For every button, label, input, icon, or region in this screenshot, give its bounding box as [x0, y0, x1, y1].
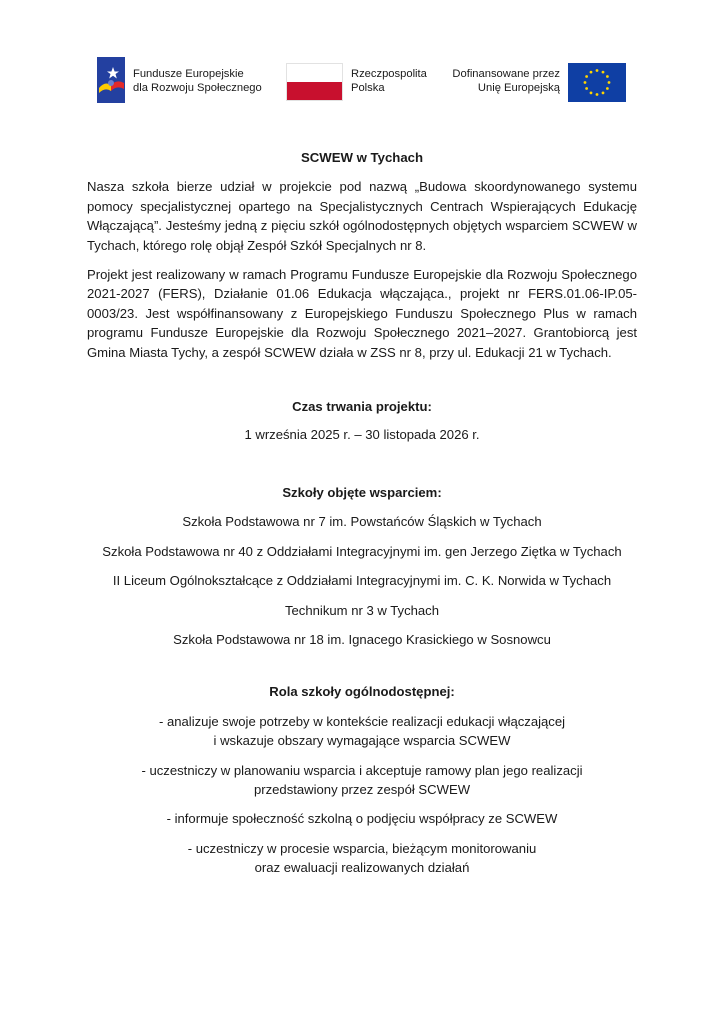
polish-flag-icon: [286, 63, 343, 101]
eu-logo-line2: Unię Europejską: [477, 82, 560, 94]
pl-logo-line1: Rzeczpospolita: [351, 68, 427, 80]
eu-star-icon: [606, 75, 609, 78]
eu-star-icon: [596, 93, 599, 96]
eu-star-icon: [602, 71, 605, 74]
fe-logo-icon: [97, 57, 125, 103]
eu-logo-line1: Dofinansowane przez: [452, 68, 560, 80]
document-body: [87, 148, 637, 878]
duration-heading: Czas trwania projektu:: [292, 399, 432, 415]
document-title: SCWEW w Tychach: [300, 150, 424, 165]
eu-logo-text: [452, 67, 560, 95]
role-item: [87, 761, 637, 800]
role-item-line: przedstawiony przez zespół SCWEW: [253, 781, 471, 797]
logo-bar: [0, 0, 724, 120]
eu-star-icon: [585, 87, 588, 90]
school-item: Technikum nr 3 w Tychach: [284, 602, 440, 618]
fe-logo-text: [133, 67, 262, 95]
eu-star-icon: [608, 81, 611, 84]
role-item: [87, 809, 637, 828]
school-item: II Liceum Ogólnokształcące z Oddziałami Integracyjnymi im. C. K. Norwida w Tychach: [112, 573, 612, 589]
role-item-line: - uczestniczy w procesie wsparcia, bieżącym monitorowaniu: [187, 840, 537, 856]
eu-star-icon: [584, 81, 587, 84]
eu-star-icon: [596, 69, 599, 72]
eu-star-icon: [585, 75, 588, 78]
schools-list: [87, 512, 637, 649]
school-item: Szkoła Podstawowa nr 7 im. Powstańców Śląskich w Tychach: [182, 514, 542, 530]
fe-logo-line2: dla Rozwoju Społecznego: [133, 82, 262, 94]
role-item: [87, 712, 637, 751]
paragraph-intro: Nasza szkoła bierze udział w projekcie pod nazwą „Budowa skoordynowanego systemu pomocy specjalistycznej opartego na Specjalistycznych Centrach Wspierających Edukację Włączającą”. Jesteśmy jedną z pięciu szkół ogólnodostępnych objętych wsparciem SCWEW w Tychach, którego rolę objął Zespół Szkół Specjalnych nr 8.: [87, 179, 637, 253]
role-item: [87, 839, 637, 878]
eu-star-icon: [590, 71, 593, 74]
role-heading: Rola szkoły ogólnodostępnej:: [269, 684, 455, 700]
role-item-line: - informuje społeczność szkolną o podjęciu współpracy ze SCWEW: [166, 811, 558, 827]
role-item-line: - uczestniczy w planowaniu wsparcia i akceptuje ramowy plan jego realizacji: [141, 762, 583, 778]
eu-star-icon: [606, 87, 609, 90]
eu-star-icon: [590, 91, 593, 94]
eu-star-icon: [602, 91, 605, 94]
pl-logo-line2: Polska: [351, 82, 385, 94]
school-item: Szkoła Podstawowa nr 18 im. Ignacego Krasickiego w Sosnowcu: [173, 631, 551, 647]
role-item-line: oraz ewaluacji realizowanych działań: [254, 860, 470, 876]
fe-logo-line1: Fundusze Europejskie: [133, 68, 244, 80]
role-list: [87, 712, 637, 878]
school-item: Szkoła Podstawowa nr 40 z Oddziałami Integracyjnymi im. gen Jerzego Ziętka w Tychach: [102, 543, 622, 559]
paragraph-project: Projekt jest realizowany w ramach Programu Fundusze Europejskie dla Rozwoju Społecznego 2021-2027 (FERS), Działanie 01.06 Edukacja włączająca., projekt nr FERS.01.06-IP.05-0003/23. Jest współfinansowany z Europejskiego Funduszu Społecznego Plus w ramach programu Fundusze Europejskie dla Rozwoju Społecznego 2021–2027. Grantobiorcą jest Gmina Miasta Tychy, a zespół SCWEW działa w ZSS nr 8, przy ul. Edukacji 21 w Tychach.: [87, 267, 637, 360]
eu-flag-icon: [568, 63, 626, 102]
pl-logo-text: [351, 67, 427, 95]
schools-heading: Szkoły objęte wsparciem:: [282, 484, 442, 500]
role-item-line: - analizuje swoje potrzeby w kontekście realizacji edukacji włączającej: [158, 713, 566, 729]
duration-value: 1 września 2025 r. – 30 listopada 2026 r.: [244, 427, 480, 443]
role-item-line: i wskazuje obszary wymagające wsparcia SCWEW: [213, 733, 511, 749]
